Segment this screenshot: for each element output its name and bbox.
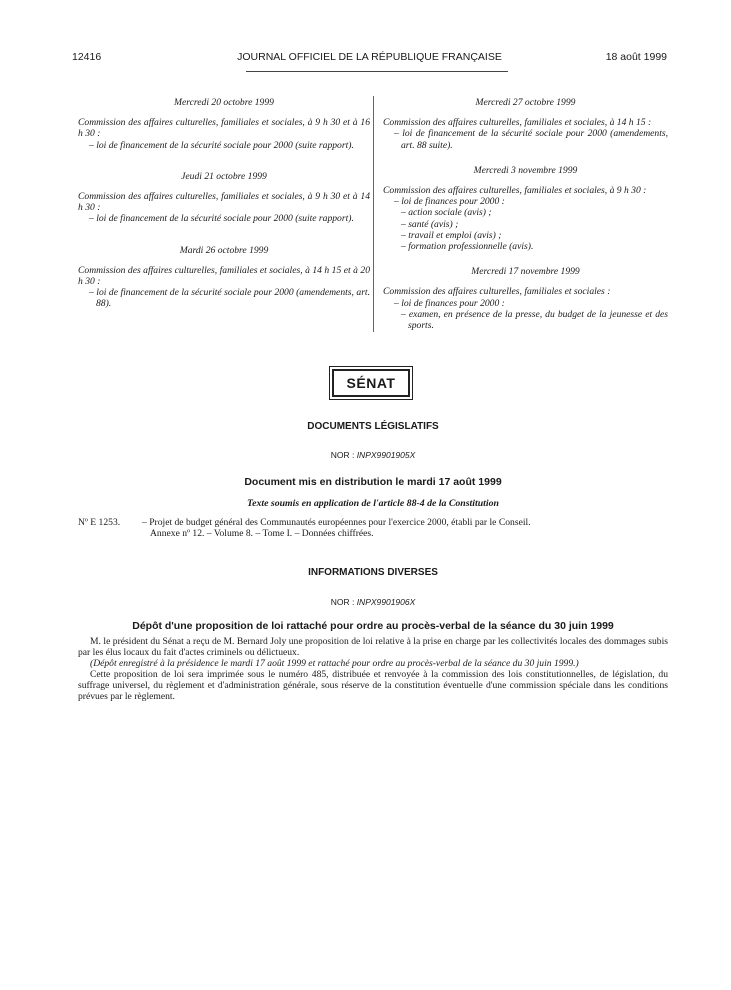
schedule-commission: Commission des affaires culturelles, familiales et sociales, à 9 h 30 :	[383, 185, 647, 197]
nor-reference	[78, 597, 668, 607]
deposit-body	[78, 636, 668, 702]
schedule-right-column	[383, 97, 668, 351]
schedule-day: Mercredi 27 octobre 1999	[475, 97, 576, 108]
paragraph: M. le président du Sénat a reçu de M. Bernard Joly une proposition de loi relative à la prise en charge par les collectivités locales des dommages subis par les élus locaux du fait d'actes criminels ou délictueux.	[78, 636, 668, 658]
schedule-day: Jeudi 21 octobre 1999	[181, 170, 267, 182]
schedule-item: – loi de finances pour 2000 :	[394, 196, 505, 208]
schedule-entry	[383, 165, 668, 252]
schedule-day: Mercredi 3 novembre 1999	[473, 164, 578, 176]
paragraph-italic: (Dépôt enregistré à la présidence le mardi 17 août 1999 et rattaché pour ordre au procès-verbal de la séance du 30 juin 1999.)	[90, 658, 579, 669]
entry-number: Nº E 1253.	[78, 517, 121, 528]
schedule-day: Mercredi 20 octobre 1999	[174, 97, 274, 108]
page-header	[72, 51, 667, 69]
schedule-commission: Commission des affaires culturelles, familiales et sociales, à 14 h 15 :	[383, 117, 652, 129]
schedule-commission: Commission des affaires culturelles, familiales et sociales, à 9 h 30 et à 14 h 30 :	[78, 191, 370, 214]
schedule-commission: Commission des affaires culturelles, familiales et sociales :	[383, 286, 611, 298]
nor-reference	[78, 450, 668, 460]
schedule-commission: Commission des affaires culturelles, familiales et sociales, à 14 h 15 et à 20 h 30 :	[78, 264, 370, 288]
schedule-entry	[78, 97, 370, 151]
entry-line-1: – Projet de budget général des Communautés européennes pour l'exercice 2000, établi par le Conseil.	[142, 517, 531, 528]
deposit-title: Dépôt d'une proposition de loi rattaché pour ordre au procès-verbal de la séance du 30 juin 1999	[132, 620, 614, 632]
paragraph: Cette proposition de loi sera imprimée sous le numéro 485, distribuée et renvoyée à la commission des lois constitutionnelles, de législation, du suffrage universel, du règlement et d'administration générale, sous réserve de la constitution éventuelle d'une commission spéciale dans les conditions prévues par le règlement.	[78, 669, 668, 702]
journal-title: JOURNAL OFFICIEL DE LA RÉPUBLIQUE FRANÇAISE	[237, 51, 502, 63]
document-entry	[78, 517, 668, 539]
nor-code: INPX9901906X	[356, 597, 416, 607]
section-heading-informations: INFORMATIONS DIVERSES	[308, 567, 438, 578]
schedule-subitem: – examen, en présence de la presse, du budget de la jeunesse et des sports.	[401, 308, 668, 332]
issue-date: 18 août 1999	[605, 51, 667, 63]
schedule-item: – loi de financement de la sécurité sociale pour 2000 (suite rapport).	[89, 213, 354, 225]
nor-label: NOR :	[330, 450, 355, 460]
schedule-entry	[383, 266, 668, 331]
schedule-entry	[78, 245, 370, 310]
nor-label: NOR :	[330, 597, 355, 607]
column-divider	[373, 96, 374, 332]
schedule-subitem: – travail et emploi (avis) ;	[401, 229, 502, 241]
nor-code: INPX9901905X	[356, 450, 416, 460]
schedule-entry	[383, 97, 668, 151]
schedule-item: – loi de financement de la sécurité sociale pour 2000 (suite rapport).	[89, 139, 354, 151]
document-subtitle: Texte soumis en application de l'article 88-4 de la Constitution	[247, 498, 499, 509]
schedule-subitem: – santé (avis) ;	[401, 218, 459, 230]
page-number: 12416	[72, 51, 102, 63]
schedule-day: Mardi 26 octobre 1999	[179, 244, 269, 256]
entry-line-2: Annexe nº 12. – Volume 8. – Tome I. – Données chiffrées.	[150, 528, 374, 540]
schedule-entry	[78, 171, 370, 225]
schedule-left-column	[78, 97, 370, 330]
schedule-subitem: – formation professionnelle (avis).	[401, 241, 534, 253]
senat-box: SÉNAT	[332, 369, 410, 397]
schedule-subitem: – action sociale (avis) ;	[401, 207, 492, 219]
schedule-item: – loi de finances pour 2000 :	[394, 297, 505, 309]
schedule-commission: Commission des affaires culturelles, familiales et sociales, à 9 h 30 et à 16 h 30 :	[78, 117, 370, 140]
section-heading-documents: DOCUMENTS LÉGISLATIFS	[307, 421, 439, 432]
schedule-day: Mercredi 17 novembre 1999	[471, 266, 580, 278]
schedule-item: – loi de financement de la sécurité sociale pour 2000 (amendements, art. 88).	[89, 287, 370, 310]
header-rule	[246, 71, 508, 72]
document-title: Document mis en distribution le mardi 17 août 1999	[244, 476, 502, 488]
schedule-item: – loi de financement de la sécurité sociale pour 2000 (amendements, art. 88 suite).	[394, 128, 668, 151]
